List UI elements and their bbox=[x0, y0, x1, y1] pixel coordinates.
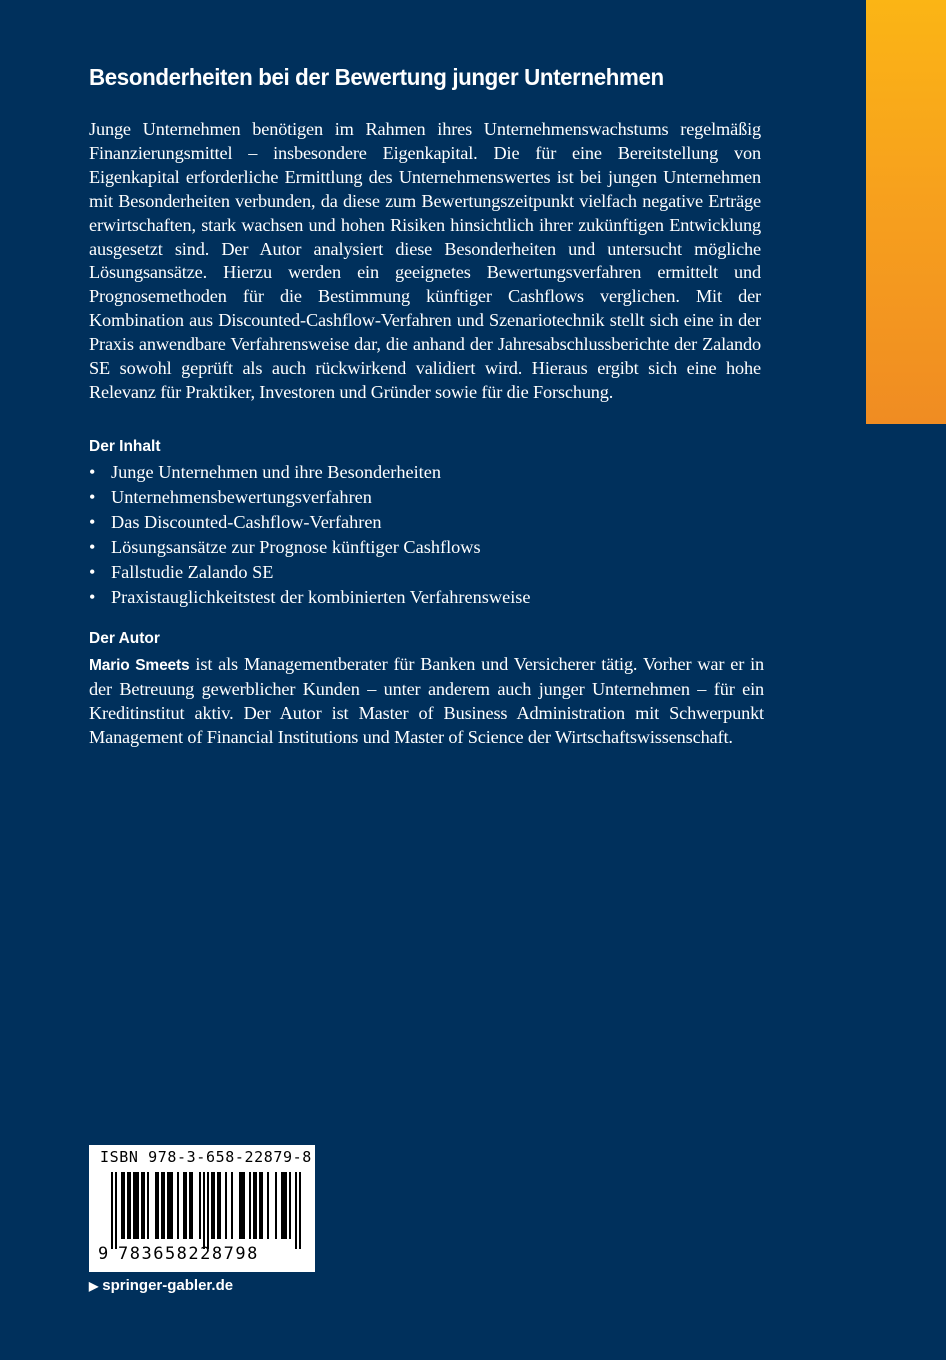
barcode-bar bbox=[183, 1172, 185, 1239]
list-item bbox=[89, 485, 531, 510]
barcode-bar bbox=[285, 1172, 287, 1239]
publisher-url: springer-gabler.de bbox=[102, 1277, 234, 1294]
list-item-label: Fallstudie Zalando SE bbox=[111, 562, 274, 583]
barcode-bar bbox=[253, 1172, 255, 1239]
author-name: Mario Smeets bbox=[89, 657, 190, 674]
barcode-bar bbox=[163, 1172, 165, 1239]
barcode-bar bbox=[127, 1172, 129, 1239]
list-item bbox=[89, 585, 531, 610]
barcode-bar bbox=[135, 1172, 137, 1239]
barcode-bar bbox=[239, 1172, 241, 1239]
isbn-label: ISBN 978-3-658-22879-8 bbox=[100, 1148, 312, 1166]
barcode-bar bbox=[241, 1172, 243, 1239]
barcode-bar bbox=[281, 1172, 283, 1239]
orange-accent-bar bbox=[866, 0, 946, 424]
ean-digits bbox=[89, 1244, 315, 1268]
barcode-bar bbox=[177, 1172, 179, 1239]
bullet-icon: • bbox=[89, 512, 96, 533]
author-bio-text: ist als Managementberater für Banken und Versicherer tätig. Vorher war er in der Betreuung gewerblicher Kunden – unter anderem auch junger Unternehmen – für ein Kreditinstitut aktiv. Der Autor ist Master of Business Administration mit Schwerpunkt Management of Financial Institutions und Master of Science der Wirtschaftswissenschaft. bbox=[89, 654, 764, 747]
barcode-bar bbox=[123, 1172, 125, 1239]
barcode-bar bbox=[295, 1172, 297, 1249]
barcode-bar bbox=[137, 1172, 139, 1239]
barcode-bar bbox=[171, 1172, 173, 1239]
barcode-bar bbox=[111, 1172, 113, 1249]
bullet-icon: • bbox=[89, 562, 96, 583]
barcode-bar bbox=[203, 1172, 205, 1249]
barcode-bar bbox=[129, 1172, 131, 1239]
barcode-bar bbox=[217, 1172, 219, 1239]
barcode-bar bbox=[249, 1172, 251, 1239]
barcode-bar bbox=[169, 1172, 171, 1239]
bullet-icon: • bbox=[89, 487, 96, 508]
barcode-bar bbox=[155, 1172, 157, 1239]
barcode-bar bbox=[141, 1172, 143, 1239]
author-heading: Der Autor bbox=[89, 630, 160, 647]
barcode-bar bbox=[211, 1172, 213, 1239]
barcode-bar bbox=[225, 1172, 227, 1239]
list-item-label: Junge Unternehmen und ihre Besonderheiten bbox=[111, 462, 441, 482]
list-item bbox=[89, 510, 531, 535]
barcode-bar bbox=[243, 1172, 245, 1239]
author-bio bbox=[89, 653, 764, 750]
barcode-bar bbox=[219, 1172, 221, 1239]
ean-first-digit: 9 bbox=[98, 1244, 109, 1264]
barcode-bar bbox=[185, 1172, 187, 1239]
list-item-label: Lösungsansätze zur Prognose künftiger Cashflows bbox=[111, 537, 481, 558]
list-item-label: Unternehmensbewertungsverfahren bbox=[111, 487, 372, 508]
barcode-bar bbox=[275, 1172, 277, 1239]
contents-heading: Der Inhalt bbox=[89, 438, 161, 455]
contents-list bbox=[89, 460, 531, 611]
barcode-bar bbox=[121, 1172, 123, 1239]
list-item-label: Praxistauglichkeitstest der kombinierten Verfahrensweise bbox=[111, 587, 531, 608]
book-title: Besonderheiten bei der Bewertung junger Unternehmen bbox=[89, 64, 664, 90]
abstract-text: Junge Unternehmen benötigen im Rahmen ihres Unternehmenswachstums regelmäßig Finanzierungsmittel – insbesondere Eigenkapital. Die für eine Bereitstellung von Eigenkapital erforderliche Ermittlung des Unternehmenswertes ist bei jungen Unternehmen mit Besonderheiten verbunden, da diese zum Bewertungszeitpunkt vielfach negative Erträge erwirtschaften, stark wachsen und hohen Risiken hinsichtlich ihrer zukünftigen Entwicklung ausgesetzt sind. Der Autor analysiert diese Besonderheiten und untersucht mögliche Lösungsansätze. Hierzu werden ein geeignetes Bewertungsverfahren ermittelt und Prognosemethoden für die Bestimmung künftiger Cashflows verglichen. Mit der Kombination aus Discounted-Cashflow-Verfahren und Szenariotechnik stellt sich eine in der Praxis anwendbare Verfahrensweise dar, die anhand der Jahresabschlussberichte der Zalando SE sowohl geprüft als auch rückwirkend validiert wird. Hieraus ergibt sich eine hohe Relevanz für Praktiker, Investoren und Gründer sowie für die Forschung. bbox=[89, 119, 761, 402]
barcode-bar bbox=[189, 1172, 191, 1239]
barcode-bar bbox=[115, 1172, 117, 1249]
barcode-bar bbox=[199, 1172, 201, 1239]
list-item-label: Das Discounted-Cashflow-Verfahren bbox=[111, 512, 382, 533]
barcode-bar bbox=[259, 1172, 261, 1239]
list-item bbox=[89, 560, 531, 585]
barcode-bar bbox=[207, 1172, 209, 1249]
barcode-bar bbox=[267, 1172, 269, 1239]
barcode-bar bbox=[231, 1172, 233, 1239]
barcode-bar bbox=[143, 1172, 145, 1239]
list-item bbox=[89, 460, 531, 485]
barcode-bar bbox=[255, 1172, 257, 1239]
barcode-bar bbox=[161, 1172, 163, 1239]
barcode-bar bbox=[147, 1172, 149, 1239]
barcode-bar bbox=[167, 1172, 169, 1239]
bullet-icon: • bbox=[89, 462, 96, 482]
barcode-bar bbox=[289, 1172, 291, 1239]
bullet-icon: • bbox=[89, 587, 96, 608]
arrow-right-icon: ▶ bbox=[89, 1279, 99, 1293]
barcode-bar bbox=[191, 1172, 193, 1239]
ean-remaining-digits: 783658228798 bbox=[118, 1244, 259, 1264]
barcode-bar bbox=[261, 1172, 263, 1239]
barcode-bar bbox=[133, 1172, 135, 1239]
list-item bbox=[89, 535, 531, 560]
barcode-bar bbox=[213, 1172, 215, 1239]
publisher-link[interactable] bbox=[89, 1275, 233, 1297]
barcode-bar bbox=[299, 1172, 301, 1249]
bullet-icon: • bbox=[89, 537, 96, 558]
barcode-bar bbox=[157, 1172, 159, 1239]
barcode-bar bbox=[283, 1172, 285, 1239]
